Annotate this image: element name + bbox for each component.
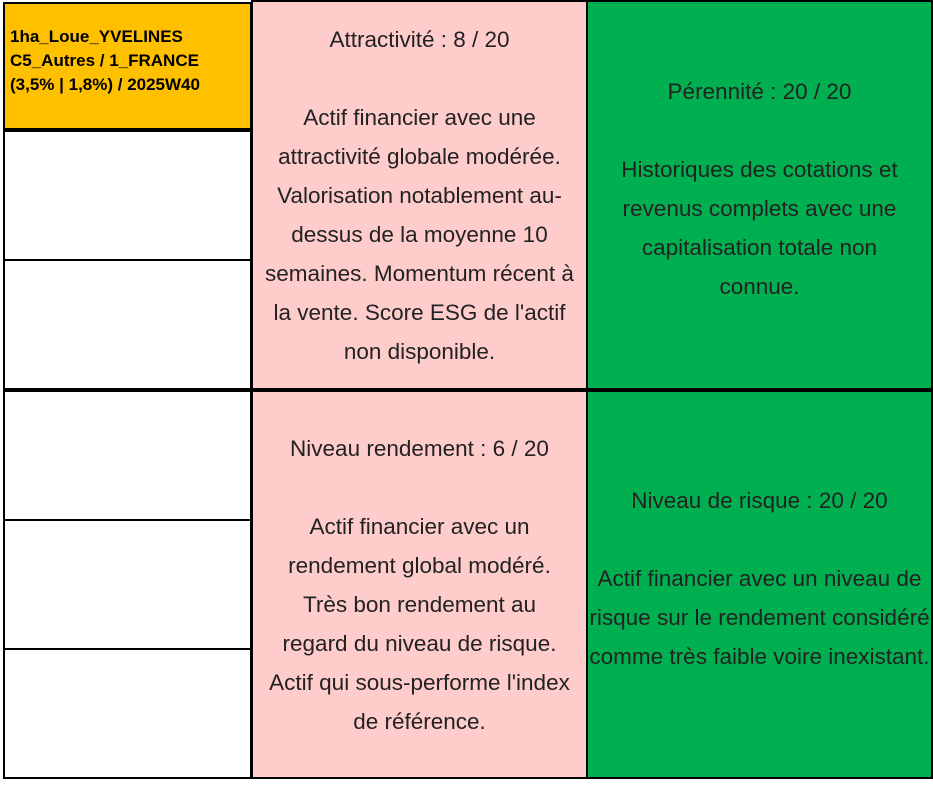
- perennite-description: Historiques des cotations et revenus complets avec une capitalisation totale non connue.: [621, 157, 898, 299]
- attractivite-score: Attractivité : 8 / 20: [329, 26, 510, 52]
- rendement-description: Actif financier avec un rendement global modéré. Très bon rendement au regard du niveau de risque. Actif qui sous-performe l'index de référence.: [269, 513, 570, 734]
- perennite-score: Pérennité : 20 / 20: [667, 79, 852, 104]
- asset-header-cell: [3, 2, 252, 130]
- empty-cell: [3, 259, 252, 390]
- perennite-cell: [586, 0, 933, 390]
- empty-cell: [3, 130, 252, 261]
- asset-category: C5_Autres / 1_FRANCE: [10, 51, 199, 70]
- empty-cell: [3, 390, 252, 521]
- risque-description: Actif financier avec un niveau de risque sur le rendement considéré comme très faible voire inexistant.: [589, 566, 930, 669]
- asset-name: 1ha_Loue_YVELINES: [10, 27, 183, 46]
- empty-cell: [3, 648, 252, 779]
- attractivite-description: Actif financier avec une attractivité globale modérée. Valorisation notablement au-dessus de la moyenne 10 semaines. Momentum récent à la vente. Score ESG de l'actif non disponible.: [265, 104, 574, 364]
- rendement-cell: [251, 390, 588, 779]
- asset-rates-week: (3,5% | 1,8%) / 2025W40: [10, 75, 200, 94]
- attractivite-cell: [251, 0, 588, 390]
- risque-score: Niveau de risque : 20 / 20: [631, 488, 888, 513]
- rendement-score: Niveau rendement : 6 / 20: [290, 435, 549, 461]
- empty-cell: [3, 519, 252, 650]
- risque-cell: [586, 390, 933, 779]
